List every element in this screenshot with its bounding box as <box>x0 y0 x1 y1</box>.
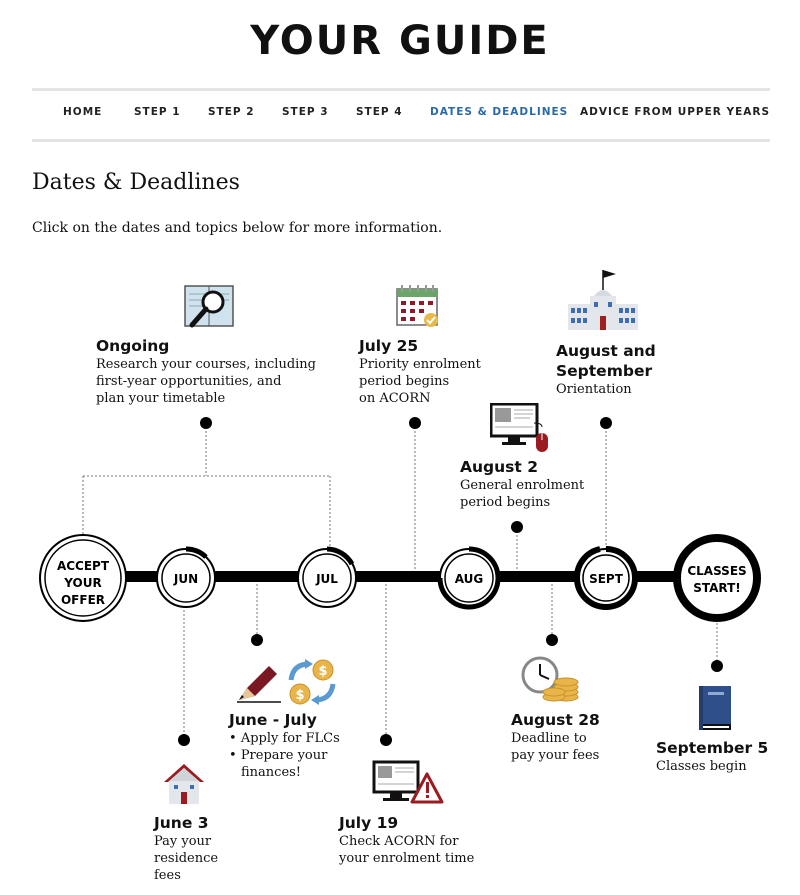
pencil-icon[interactable] <box>237 660 281 704</box>
event-june-july[interactable] <box>229 710 359 781</box>
event-june3-date: June 3 <box>154 814 209 832</box>
event-june-3[interactable] <box>154 813 244 884</box>
event-august-september[interactable] <box>556 341 696 398</box>
site-title: YOUR GUIDE <box>250 18 550 64</box>
event-augsept-line1: Orientation <box>556 382 632 397</box>
event-sept5-date: September 5 <box>656 739 769 757</box>
milestone-jun[interactable] <box>157 549 215 607</box>
milestone-accept-line1: ACCEPT <box>56 559 110 573</box>
milestone-classes-line2: START! <box>693 581 741 595</box>
milestone-jun-label: JUN <box>173 572 199 586</box>
nav-step-1[interactable]: STEP 1 <box>134 106 181 118</box>
event-junejuly-bullet1: • Apply for FLCs <box>229 731 340 746</box>
page-title: Dates & Deadlines <box>32 170 240 195</box>
clock-coins-icon[interactable] <box>520 655 582 703</box>
event-aug2-line2: period begins <box>460 495 551 510</box>
event-july25-line1: Priority enrolment <box>359 357 481 372</box>
svg-text:$: $ <box>318 664 328 679</box>
event-ongoing[interactable] <box>96 336 336 407</box>
intro-text: Click on the dates and topics below for more information. <box>32 220 443 236</box>
milestone-jul[interactable] <box>298 549 356 607</box>
milestone-accept-line2: YOUR <box>64 576 102 590</box>
milestone-classes-start[interactable] <box>677 538 757 618</box>
event-july-19[interactable] <box>339 813 499 867</box>
event-ongoing-date: Ongoing <box>96 337 170 355</box>
milestone-sept[interactable] <box>577 549 635 607</box>
milestone-classes-line1: CLASSES <box>687 564 747 578</box>
event-july-25[interactable] <box>359 336 509 407</box>
event-july19-date: July 19 <box>339 814 399 832</box>
university-building-icon[interactable] <box>566 268 640 332</box>
money-exchange-icon[interactable] <box>287 658 337 706</box>
book-icon[interactable] <box>696 684 734 734</box>
event-june3-line3: fees <box>154 868 181 883</box>
event-july25-line2: period begins <box>359 374 450 389</box>
calendar-icon[interactable] <box>396 284 440 328</box>
milestone-sept-label: SEPT <box>589 572 623 586</box>
event-ongoing-line3: plan your timetable <box>96 391 226 406</box>
event-july19-line1: Check ACORN for <box>339 834 459 849</box>
event-july25-date: July 25 <box>359 337 419 355</box>
event-july25-line3: on ACORN <box>359 391 431 406</box>
milestone-jul-label: JUL <box>316 572 338 586</box>
nav-step-3[interactable]: STEP 3 <box>282 106 329 118</box>
event-junejuly-bullet2: • Prepare your finances! <box>229 748 328 780</box>
milestone-accept-line3: OFFER <box>60 593 106 607</box>
event-august-2[interactable] <box>460 457 610 511</box>
nav-step-2[interactable]: STEP 2 <box>208 106 255 118</box>
event-aug28-line1: Deadline to <box>511 731 587 746</box>
event-ongoing-line2: first-year opportunities, and <box>96 374 282 389</box>
event-aug2-date: August 2 <box>460 458 538 476</box>
nav-step-4[interactable]: STEP 4 <box>356 106 403 118</box>
event-augsept-date1: August and <box>556 342 656 360</box>
milestone-aug[interactable] <box>440 549 498 607</box>
event-aug28-date: August 28 <box>511 711 600 729</box>
nav-dates-deadlines[interactable]: DATES & DEADLINES <box>430 106 569 118</box>
event-august-28[interactable] <box>511 710 641 764</box>
computer-warning-icon[interactable] <box>372 760 444 806</box>
nav-home[interactable]: HOME <box>63 106 103 118</box>
event-july19-line2: your enrolment time <box>339 851 475 866</box>
milestone-accept-offer[interactable] <box>40 535 126 621</box>
event-sept5-line1: Classes begin <box>656 759 747 774</box>
computer-mouse-icon[interactable] <box>490 403 552 453</box>
event-aug2-line1: General enrolment <box>460 478 585 493</box>
house-icon[interactable] <box>162 762 206 806</box>
magnifier-book-icon[interactable] <box>183 282 235 330</box>
nav-advice[interactable]: ADVICE FROM UPPER YEARS <box>580 106 771 118</box>
event-augsept-date2: September <box>556 362 653 380</box>
event-ongoing-line1: Research your courses, including <box>96 357 316 372</box>
event-junejuly-date: June - July <box>229 711 317 729</box>
event-aug28-line2: pay your fees <box>511 748 600 763</box>
event-june3-line2: residence <box>154 851 219 866</box>
milestone-aug-label: AUG <box>454 572 484 586</box>
svg-text:$: $ <box>295 688 305 703</box>
event-september-5[interactable] <box>656 738 796 775</box>
event-june3-line1: Pay your <box>154 834 212 849</box>
